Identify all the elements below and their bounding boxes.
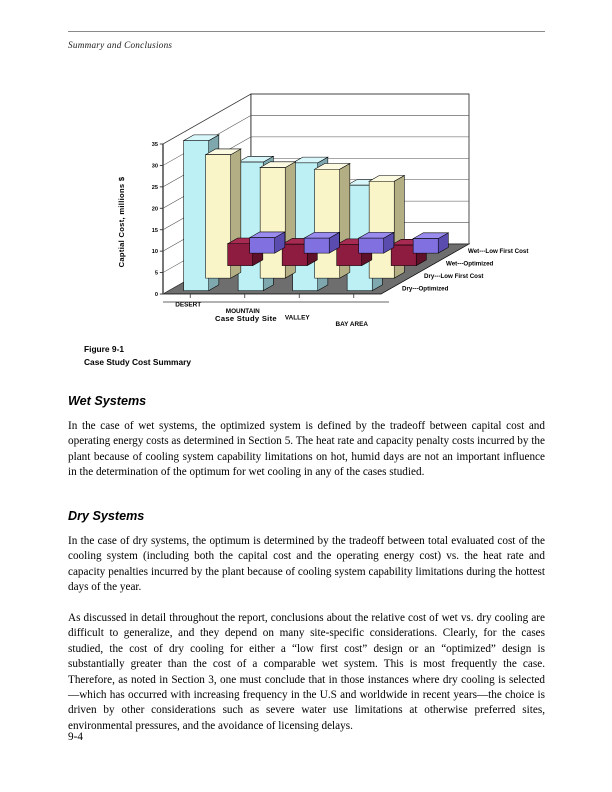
figure-9-1 [68, 84, 538, 329]
y-axis-tick-label: 25 [151, 184, 158, 191]
legend-item-label: Dry---Low First Cost [424, 272, 484, 280]
bar-front [304, 238, 329, 253]
legend-item-label: Wet---Low First Cost [468, 247, 529, 255]
section-heading-wet-systems: Wet Systems [68, 394, 147, 408]
case-study-cost-chart [68, 84, 538, 329]
y-axis-tick-label: 30 [151, 163, 158, 170]
bar-front [413, 239, 438, 254]
legend-item-label: Dry---Optimized [402, 285, 449, 293]
bar [304, 232, 339, 253]
bar-front [337, 245, 362, 266]
bar-front [260, 168, 285, 279]
bar-front [293, 163, 318, 291]
x-axis-category-label: DESERT [175, 301, 202, 309]
bar [250, 232, 285, 253]
bar-front [282, 244, 307, 265]
bar [413, 233, 448, 253]
y-axis-tick-label: 5 [154, 270, 158, 277]
section-body-wet-systems: In the case of wet systems, the optimized system is defined by the tradeoff between capital cost and operating energy costs as determined in Section 5. The heat rate and capacity penalty costs incurred by the plant because of cooling system capability limitations on hot, humid days are not an important influence in the determination of the optimum for wet cooling in any of the cases studied. [68, 420, 545, 479]
bar-front [206, 155, 231, 278]
x-axis-category-label: MOUNTAIN [225, 308, 260, 315]
bar-front [391, 245, 416, 266]
running-head: Summary and Conclusions [68, 40, 173, 50]
y-axis-tick-label: 15 [151, 227, 158, 234]
bar-front [184, 141, 209, 291]
bar [359, 232, 394, 253]
header-rule [68, 31, 545, 32]
section-heading-dry-systems: Dry Systems [68, 509, 145, 523]
bar-front [238, 162, 263, 291]
y-axis-title: Captial Cost, millions $ [117, 176, 126, 268]
bar-front [250, 238, 275, 253]
y-axis-tick-label: 20 [151, 206, 158, 213]
y-axis [152, 142, 163, 298]
legend-item-label: Wet---Optimized [446, 260, 494, 268]
bar-front [359, 238, 384, 253]
x-axis-title: Case Study Site [215, 314, 277, 323]
conclusion-paragraph: As discussed in detail throughout the report, conclusions about the relative cost of wet vs. dry cooling are difficult to generalize, and they depend on many site-specific considerations. Clearly, for the cases studied, the cost of dry cooling for either a “low first cost” design or an “optimized” design is substantially greater than the cost of a comparable wet system. This is most frequently the case. Therefore, as noted in Section 3, one must conclude that in those instances where dry cooling is selected—which has occurred with increasing frequency in the U.S and worldwide in recent years—the choice is driven by other considerations such as severe water use limitations at otherwise preferred sites, environmental pressures, and the avoidance of licensing delays. [68, 612, 545, 732]
y-axis-tick-label: 0 [154, 292, 158, 299]
bar-front [315, 169, 340, 278]
chart-svg [68, 84, 538, 329]
figure-caption [84, 343, 191, 369]
page-number: 9-4 [68, 731, 83, 743]
y-axis-tick-label: 35 [151, 142, 158, 149]
section-body-dry-systems: In the case of dry systems, the optimum is determined by the tradeoff between total evaluated cost of the cooling system (including both the capital cost and the operating energy cost) vs. the heat rate and capacity penalties incurred by the plant because of cooling system capability limitations during the hottest days of the year. [68, 535, 545, 594]
bar-front [228, 244, 253, 266]
x-axis-category-label: VALLEY [284, 314, 310, 322]
x-axis-category-label: BAY AREA [335, 321, 368, 328]
y-axis-tick-label: 10 [151, 249, 158, 256]
figure-number: Figure 9-1 [84, 344, 125, 354]
bar-front [369, 181, 394, 278]
figure-title: Case Study Cost Summary [84, 357, 192, 367]
